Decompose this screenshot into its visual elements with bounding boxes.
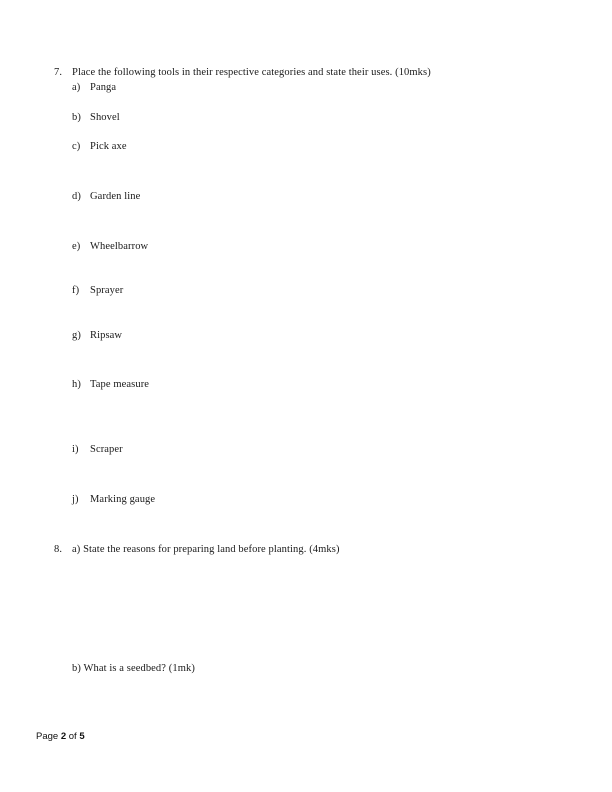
question-part-a: a) State the reasons for preparing land before planting. (4mks) [72,544,340,555]
item-text: Shovel [90,112,120,123]
item-text: Scraper [90,444,123,455]
list-item [72,111,120,124]
page-middle: of [66,731,80,742]
item-label: i) [72,444,79,455]
question-part-b: b) What is a seedbed? (1mk) [72,663,195,674]
item-text: Tape measure [90,379,150,390]
item-text: Garden line [90,191,141,202]
list-item [72,329,123,342]
item-text: Pick axe [90,141,127,152]
item-text: Marking gauge [90,494,156,505]
list-item [72,240,149,253]
item-label: j) [72,494,79,505]
item-text: Sprayer [90,285,124,296]
page-footer [36,731,85,743]
list-item [72,140,127,153]
item-text: Wheelbarrow [90,241,149,252]
list-item [72,284,124,297]
list-item [72,81,117,94]
page-current: 2 [60,731,67,742]
item-label: b) [72,112,81,123]
page-prefix: Page [36,731,61,742]
question-8-part-b [72,662,195,675]
item-label: e) [72,241,81,252]
list-item [72,190,141,203]
question-8 [54,543,340,556]
item-text: Panga [90,82,117,93]
item-label: d) [72,191,81,202]
item-label: c) [72,141,81,152]
item-label: f) [72,285,80,296]
question-number: 7. [54,67,63,78]
list-item [72,443,123,456]
item-text: Ripsaw [90,330,123,341]
item-label: a) [72,82,81,93]
item-label: g) [72,330,81,341]
question-number: 8. [54,544,63,555]
page-total: 5 [79,731,85,742]
item-label: h) [72,379,81,390]
question-text: Place the following tools in their respective categories and state their uses. (10mks) [72,67,431,78]
question-7 [54,66,431,79]
list-item [72,493,156,506]
list-item [72,378,150,391]
